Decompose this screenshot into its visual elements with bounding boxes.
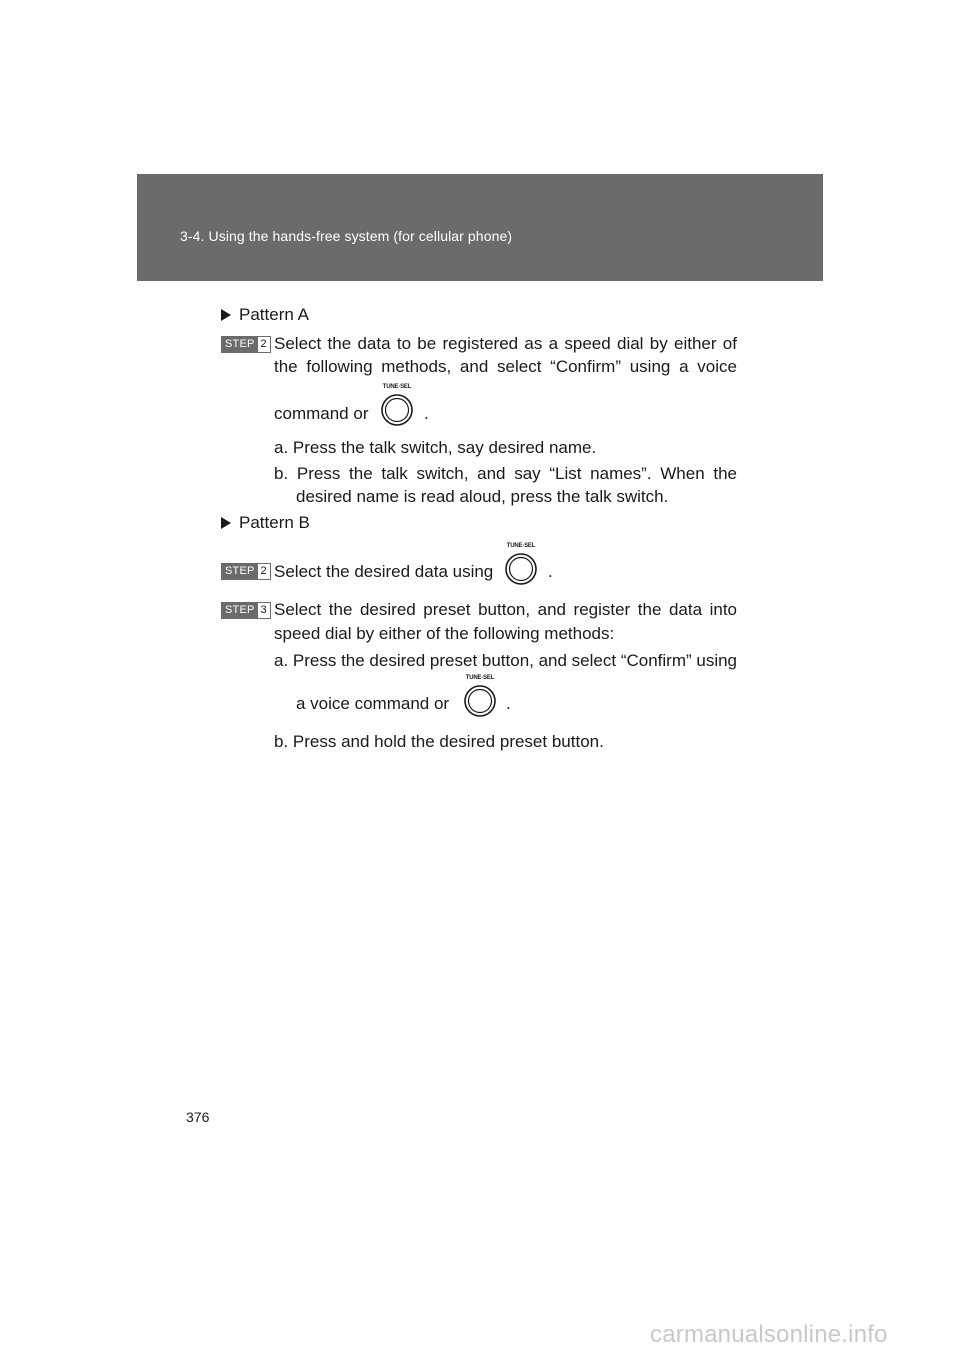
- step-badge: [221, 336, 271, 353]
- pattern-b-step3-option-a-line1: a. Press the desired preset button, and select “Confirm” using: [274, 651, 738, 670]
- knob-label: TUNE·SEL: [382, 384, 412, 390]
- pattern-a-step2-line3-after: .: [424, 404, 429, 423]
- pattern-b-heading-text: Pattern B: [239, 513, 310, 532]
- pattern-a-step2-line2: the following methods, and select “Confirm” using a voice: [274, 357, 737, 376]
- pattern-b-step3-option-a-line2-before: a voice command or: [296, 694, 450, 713]
- knob-label: TUNE·SEL: [465, 675, 495, 681]
- section-header-band: [137, 174, 823, 281]
- tune-sel-knob-icon: [458, 675, 502, 727]
- step-word: STEP: [222, 337, 258, 352]
- step-word: STEP: [222, 564, 258, 579]
- dial-icon: [505, 553, 537, 585]
- pattern-a-step2-line3-before: command or: [274, 404, 369, 423]
- pattern-b-step3-option-b: b. Press and hold the desired preset button.: [274, 732, 604, 751]
- page-number: 376: [186, 1109, 210, 1125]
- pattern-b-step3-line1: Select the desired preset button, and register the data into: [274, 600, 737, 619]
- dial-icon: [464, 685, 496, 717]
- pattern-a-heading-text: Pattern A: [239, 305, 309, 324]
- step-number: 2: [258, 337, 270, 352]
- pattern-a-step2-line1: Select the data to be registered as a speed dial by either of: [274, 334, 737, 353]
- section-title: 3-4. Using the hands-free system (for cellular phone): [180, 228, 513, 244]
- pattern-b-step3-line2: speed dial by either of the following methods:: [274, 624, 615, 643]
- knob-label: TUNE·SEL: [506, 543, 536, 549]
- dial-icon: [381, 394, 413, 426]
- tune-sel-knob-icon: [499, 543, 543, 595]
- step-badge: [221, 563, 271, 580]
- pattern-a-option-b-line1: b. Press the talk switch, and say “List names”. When the: [274, 464, 737, 483]
- step-word: STEP: [222, 603, 258, 618]
- pattern-b-heading: [221, 513, 310, 533]
- step-number: 3: [258, 603, 270, 618]
- pattern-a-option-a: a. Press the talk switch, say desired name.: [274, 438, 597, 457]
- step-badge: [221, 602, 271, 619]
- pattern-a-option-b-line2: desired name is read aloud, press the talk switch.: [296, 487, 669, 506]
- step-number: 2: [258, 564, 270, 579]
- pattern-a-heading: [221, 305, 309, 325]
- watermark: carmanualsonline.info: [650, 1321, 888, 1348]
- triangle-bullet-icon: [221, 517, 231, 529]
- pattern-b-step2-before: Select the desired data using: [274, 562, 494, 581]
- triangle-bullet-icon: [221, 309, 231, 321]
- tune-sel-knob-icon: [375, 384, 419, 436]
- pattern-b-step2-after: .: [548, 562, 553, 581]
- pattern-b-step3-option-a-line2-after: .: [506, 694, 511, 713]
